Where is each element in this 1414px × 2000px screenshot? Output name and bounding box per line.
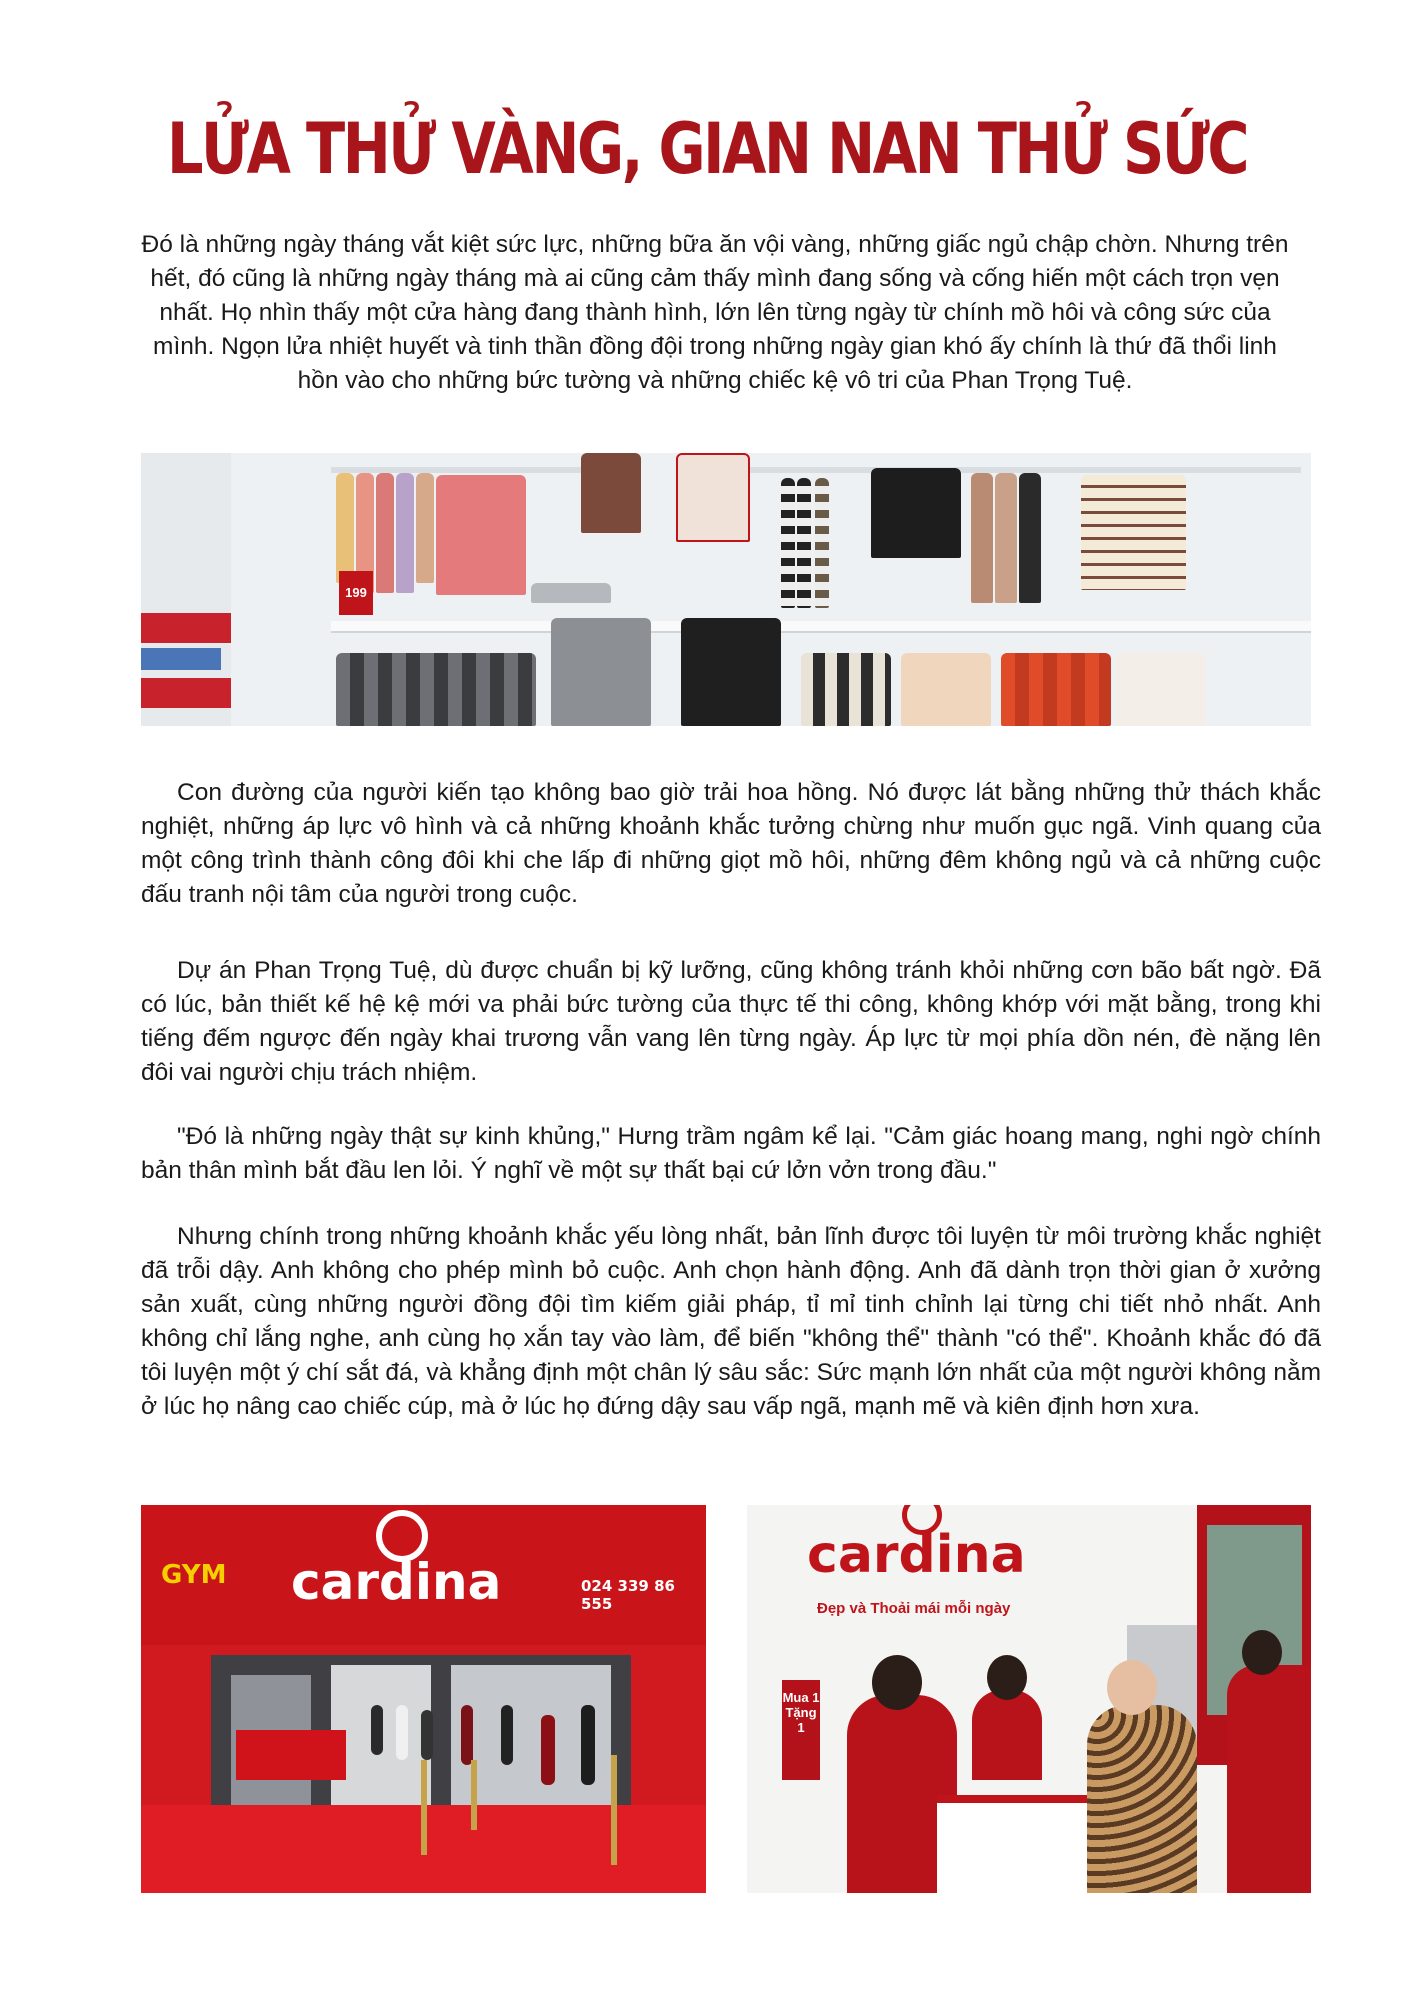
brand-logo: cardina xyxy=(291,1553,502,1611)
paragraph-2 xyxy=(141,954,1321,1090)
brand-slogan: Đẹp và Thoải mái mỗi ngày xyxy=(817,1600,1011,1617)
promo-sign: Mua 1 Tặng 1 xyxy=(782,1680,820,1780)
storefront-photo xyxy=(141,1505,706,1893)
paragraph-1 xyxy=(141,776,1321,912)
brand-logo: cardina xyxy=(807,1525,1026,1585)
page-title: LỬA THỬ VÀNG, GIAN NAN THỬ SỨC xyxy=(166,108,1248,190)
store-counter-photo xyxy=(747,1505,1311,1893)
store-phone: 024 339 86 555 xyxy=(581,1577,675,1613)
gym-sign: GYM xyxy=(161,1560,227,1590)
intro-paragraph: Đó là những ngày tháng vắt kiệt sức lực, những bữa ăn vội vàng, những giấc ngủ chập chờn. Nhưng trên hết, đó cũng là những ngày tháng mà ai cũng cảm thấy mình đang sống và cống hiến một cách trọn vẹn nhất. Họ nhìn thấy một cửa hàng đang thành hình, lớn lên từng ngày từ chính mồ hôi và công sức của mình. Ngọn lửa nhiệt huyết và tinh thần đồng đội trong những ngày gian khó ấy chính là thứ đã thổi linh hồn vào cho những bức tường và những chiếc kệ vô tri của Phan Trọng Tuệ. xyxy=(141,231,1289,394)
paragraph-text: Dự án Phan Trọng Tuệ, dù được chuẩn bị kỹ lưỡng, cũng không tránh khỏi những cơn bão bất ngờ. Đã có lúc, bản thiết kế hệ kệ mới va phải bức tường của thực tế thi công, không khớp với mặt bằng, trong khi tiếng đếm ngược đến ngày khai trương vẫn vang lên từng ngày. Áp lực từ mọi phía dồn nén, đè nặng lên đôi vai người chịu trách nhiệm. xyxy=(141,957,1321,1086)
paragraph-4 xyxy=(141,1220,1321,1424)
paragraph-text: "Đó là những ngày thật sự kinh khủng," Hưng trầm ngâm kể lại. "Cảm giác hoang mang, nghi ngờ chính bản thân mình bắt đầu len lỏi. Ý nghĩ về một sự thất bại cứ lởn vởn trong đầu." xyxy=(141,1123,1321,1184)
paragraph-3 xyxy=(141,1120,1321,1188)
clothing-racks-photo xyxy=(141,453,1311,726)
paragraph-text: Nhưng chính trong những khoảnh khắc yếu lòng nhất, bản lĩnh được tôi luyện từ môi trường khắc nghiệt đã trỗi dậy. Anh không cho phép mình bỏ cuộc. Anh chọn hành động. Anh đã dành trọn thời gian ở xưởng sản xuất, cùng những người đồng đội tìm kiếm giải pháp, tỉ mỉ tinh chỉnh lại từng chi tiết nhỏ nhất. Anh không chỉ lắng nghe, anh cùng họ xắn tay vào làm, để biến "không thể" thành "có thể". Khoảnh khắc đó đã tôi luyện một ý chí sắt đá, và khẳng định một chân lý sâu sắc: Sức mạnh lớn nhất của một người không nằm ở lúc họ nâng cao chiếc cúp, mà ở lúc họ đứng dậy sau vấp ngã, mạnh mẽ và kiên định hơn xưa. xyxy=(141,1223,1321,1420)
paragraph-text: Con đường của người kiến tạo không bao giờ trải hoa hồng. Nó được lát bằng những thử thách khắc nghiệt, những áp lực vô hình và cả những khoảnh khắc tưởng chừng như muốn gục ngã. Vinh quang của một công trình thành công đôi khi che lấp đi những giọt mồ hôi, những đêm không ngủ và cả những cuộc đấu tranh nội tâm của người trong cuộc. xyxy=(141,779,1321,908)
price-tag: 199 xyxy=(339,571,373,615)
